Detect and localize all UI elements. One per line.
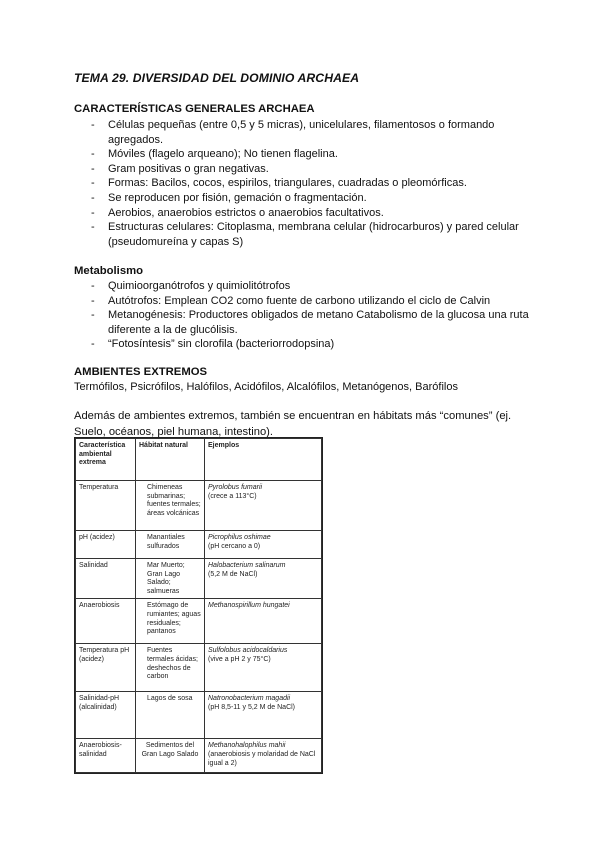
list-item: - Formas: Bacilos, cocos, espirilos, triangulares, cuadradas o pleomórficas.: [74, 176, 534, 191]
species-note: (vive a pH 2 y 75°C): [208, 655, 271, 663]
table-cell: [136, 531, 205, 559]
species-name: Pyrolobus fumarii: [208, 484, 263, 491]
table-cell: Salinidad: [76, 559, 136, 599]
metabolismo-list: [74, 279, 534, 352]
table-row: [76, 559, 322, 599]
table-row: [76, 481, 322, 531]
extreme-environments-table: [74, 437, 323, 774]
species-name: Halobacterium salinarum: [208, 562, 286, 569]
table-cell-text: Manantiales sulfurados: [147, 534, 185, 550]
table-cell: [205, 481, 322, 531]
table-row: [76, 644, 322, 692]
ambientes-list-text: Termófilos, Psicrófilos, Halófilos, Acidófilos, Alcalófilos, Metanógenos, Barófilos: [74, 381, 458, 393]
table-cell: [205, 559, 322, 599]
table-row: [76, 531, 322, 559]
list-item: - Gram positivas o gran negativas.: [74, 162, 534, 177]
table-header-cell: Ejemplos: [205, 439, 322, 481]
table-cell: Temperatura pH (acidez): [76, 644, 136, 692]
species-note: (crece a 113°C): [208, 492, 257, 500]
species-name: Natronobacterium magadii: [208, 695, 291, 703]
table-row: [76, 739, 322, 773]
species-note: (pH cercano a 0): [208, 542, 261, 550]
table-cell: [205, 692, 322, 739]
table-cell: Anaerobiosis-salinidad: [76, 739, 136, 773]
species-name: Sulfolobus acidocaldarius: [208, 647, 288, 655]
species-note: (anaerobiosis y molaridad de NaCl igual a 2): [208, 750, 316, 767]
table-cell: Anaerobiosis: [76, 599, 136, 644]
table-cell: [136, 599, 205, 644]
list-item: - “Fotosíntesis” sin clorofila (bacteriorrodopsina): [74, 337, 534, 352]
table-cell-text: Fuentes termales ácidas; deshechos de carbon: [147, 647, 198, 681]
species-name: Picrophilus oshimae: [208, 534, 271, 541]
list-item: - Metanogénesis: Productores obligados de metano Catabolismo de la glucosa una ruta diferente a la de glucólisis.: [74, 308, 534, 337]
table-cell-text: Sedimentos del Gran Lago Salado: [141, 742, 199, 758]
list-item: - Aerobios, anaerobios estrictos o anaerobios facultativos.: [74, 206, 534, 221]
section-heading-ambientes: AMBIENTES EXTREMOS: [74, 366, 208, 378]
table-header-cell: Hábitat natural: [136, 439, 205, 481]
table-header-row: [76, 439, 322, 481]
table-cell: Temperatura: [76, 481, 136, 531]
table-cell: Salinidad-pH (alcalinidad): [76, 692, 136, 739]
table-cell: [136, 559, 205, 599]
table-cell: [136, 481, 205, 531]
caracteristicas-list: [74, 118, 534, 249]
list-item: - Estructuras celulares: Citoplasma, membrana celular (hidrocarburos) y pared celular (pseudomureína y capas S): [74, 220, 534, 249]
species-name: Methanohalophilus mahii: [208, 742, 286, 750]
list-item: - Células pequeñas (entre 0,5 y 5 micras), unicelulares, filamentosos o formando agregados.: [74, 118, 534, 147]
list-item: - Autótrofos: Emplean CO2 como fuente de carbono utilizando el ciclo de Calvin: [74, 294, 534, 309]
section-heading-caracteristicas: CARACTERÍSTICAS GENERALES ARCHAEA: [74, 103, 315, 115]
table-row: [76, 599, 322, 644]
table-header-cell: Característica ambiental extrema: [76, 439, 136, 481]
species-name: Methanospirillum hungatei: [208, 602, 290, 610]
table-cell-text: Estómago de rumiantes; aguas residuales; pantanos: [147, 602, 201, 636]
table-cell: [136, 692, 205, 739]
table-cell: [205, 599, 322, 644]
table-cell: [136, 739, 205, 773]
list-item: - Quimioorganótrofos y quimiolitótrofos: [74, 279, 534, 294]
table-cell-text: Lagos de sosa: [147, 695, 193, 703]
table-cell-text: Mar Muerto; Gran Lago Salado; salmueras: [147, 562, 185, 595]
list-item: - Móviles (flagelo arqueano); No tienen flagelina.: [74, 147, 534, 162]
table-cell: [205, 531, 322, 559]
ambientes-paragraph: Además de ambientes extremos, también se encuentran en hábitats más “comunes” (ej. Suelo, océanos, piel humana, intestino).: [74, 410, 512, 438]
list-item: - Se reproducen por fisión, gemación o fragmentación.: [74, 191, 534, 206]
section-heading-metabolismo: Metabolismo: [74, 265, 144, 277]
table-cell: [136, 644, 205, 692]
table-cell-text: Chimeneas submarinas; fuentes termales; áreas volcánicas: [147, 484, 201, 517]
table-cell: [205, 644, 322, 692]
table-cell: pH (acidez): [76, 531, 136, 559]
table-row: [76, 692, 322, 739]
species-note: (pH 8,5-11 y 5,2 M de NaCl): [208, 703, 296, 711]
species-note: (5,2 M de NaCl): [208, 570, 258, 578]
table-cell: [205, 739, 322, 773]
page-title: TEMA 29. DIVERSIDAD DEL DOMINIO ARCHAEA: [74, 71, 360, 85]
